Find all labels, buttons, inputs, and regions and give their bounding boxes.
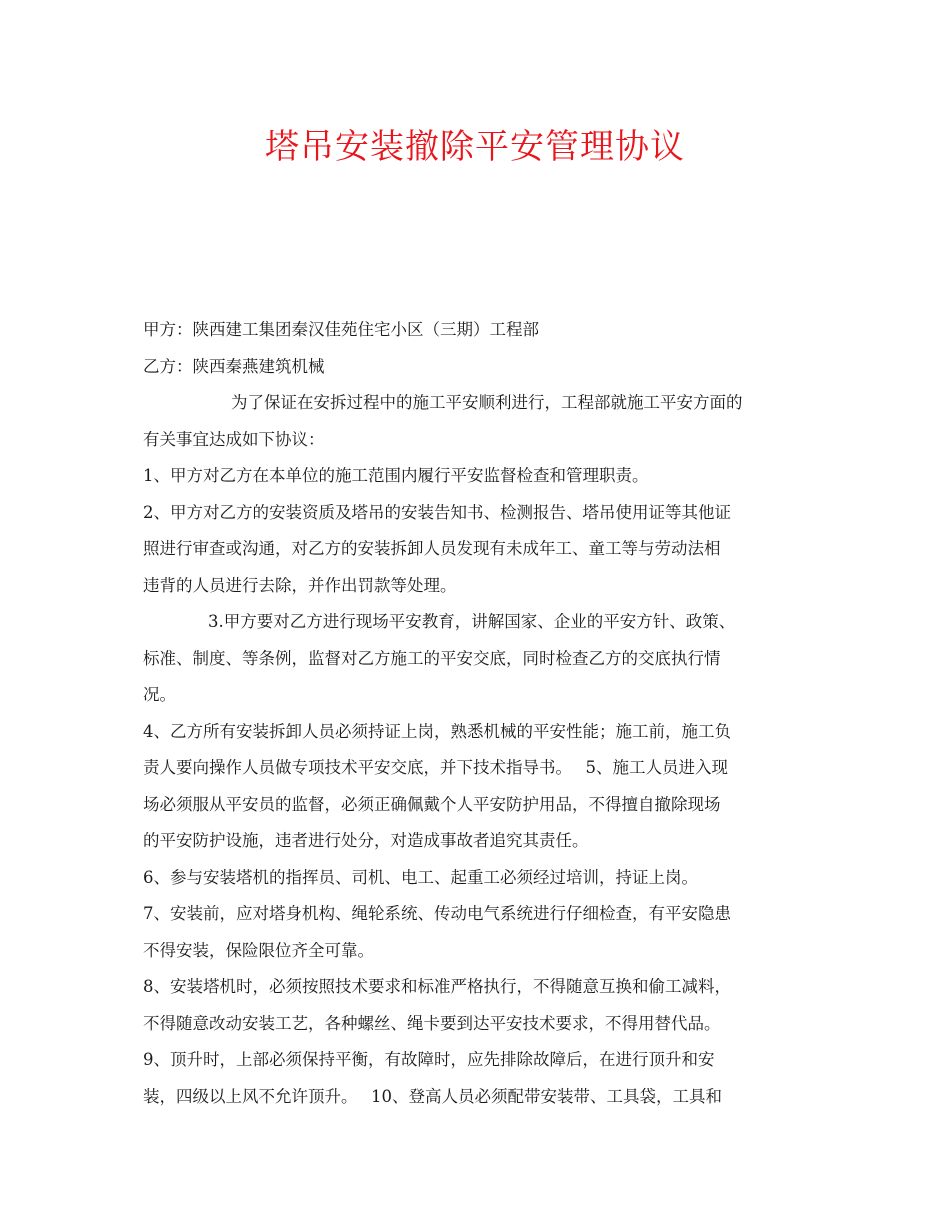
- clause-2-line: 照进行审查或沟通，对乙方的安装拆卸人员发现有未成年工、童工等与劳动法相: [143, 539, 721, 558]
- party-b-line: 乙方：陕西秦燕建筑机械: [143, 356, 325, 376]
- clause-3-line: 标准、制度、等条例，监督对乙方施工的平安交底，同时检查乙方的交底执行情: [143, 648, 721, 668]
- clause-3-line: 3.甲方要对乙方进行现场平安教育，讲解国家、企业的平安方针、政策、: [208, 612, 736, 631]
- clause-9-10-line: 装，四级以上风不允许顶升。 10、登高人员必须配带安装带、工具袋，工具和: [143, 1086, 722, 1106]
- clause-6-line: 6、参与安装塔机的指挥员、司机、电工、起重工必须经过培训，持证上岗。: [143, 867, 698, 887]
- paragraph-intro-line: 有关事宜达成如下协议：: [143, 429, 325, 449]
- clause-2-line: 违背的人员进行去除，并作出罚款等处理。: [143, 575, 457, 595]
- clause-1-line: 1、甲方对乙方在本单位的施工范围内履行平安监督检查和管理职责。: [143, 466, 649, 485]
- document-body: [143, 312, 808, 1115]
- clause-5-line: 的平安防护设施，违者进行处分，对造成事故者追究其责任。: [143, 831, 589, 850]
- clause-2-line: 2、甲方对乙方的安装资质及塔吊的安装告知书、检测报告、塔吊使用证等其他证: [143, 502, 731, 522]
- clause-5-line: 场必须服从平安员的监督，必须正确佩戴个人平安防护用品，不得擅自撤除现场: [143, 794, 721, 814]
- party-a-line: 甲方：陕西建工集团秦汉佳苑住宅小区（三期）工程部: [143, 320, 539, 339]
- clause-4-line: 4、乙方所有安装拆卸人员必须持证上岗，熟悉机械的平安性能；施工前，施工负: [143, 721, 731, 741]
- clause-8-line: 8、安装塔机时，必须按照技术要求和标准严格执行，不得随意互换和偷工减料，: [143, 977, 731, 996]
- clause-8-line: 不得随意改动安装工艺，各种螺丝、绳卡要到达平安技术要求，不得用替代品。: [143, 1013, 721, 1033]
- clause-9-line: 9、顶升时，上部必须保持平衡，有故障时，应先排除故障后，在进行顶升和安: [143, 1050, 715, 1069]
- clause-7-line: 7、安装前，应对塔身机构、绳轮系统、传动电气系统进行仔细检查，有平安隐患: [143, 904, 731, 923]
- document-title: 塔吊安装撤除平安管理协议: [265, 127, 685, 167]
- clause-4-5-line: 责人要向操作人员做专项技术平安交底，并下技术指导书。 5、施工人员进入现: [143, 758, 728, 777]
- clause-7-line: 不得安装，保险限位齐全可靠。: [143, 940, 374, 960]
- clause-3-line: 况。: [143, 685, 176, 704]
- paragraph-intro-line: 为了保证在安拆过程中的施工平安顺利进行，工程部就施工平安方面的: [231, 393, 743, 412]
